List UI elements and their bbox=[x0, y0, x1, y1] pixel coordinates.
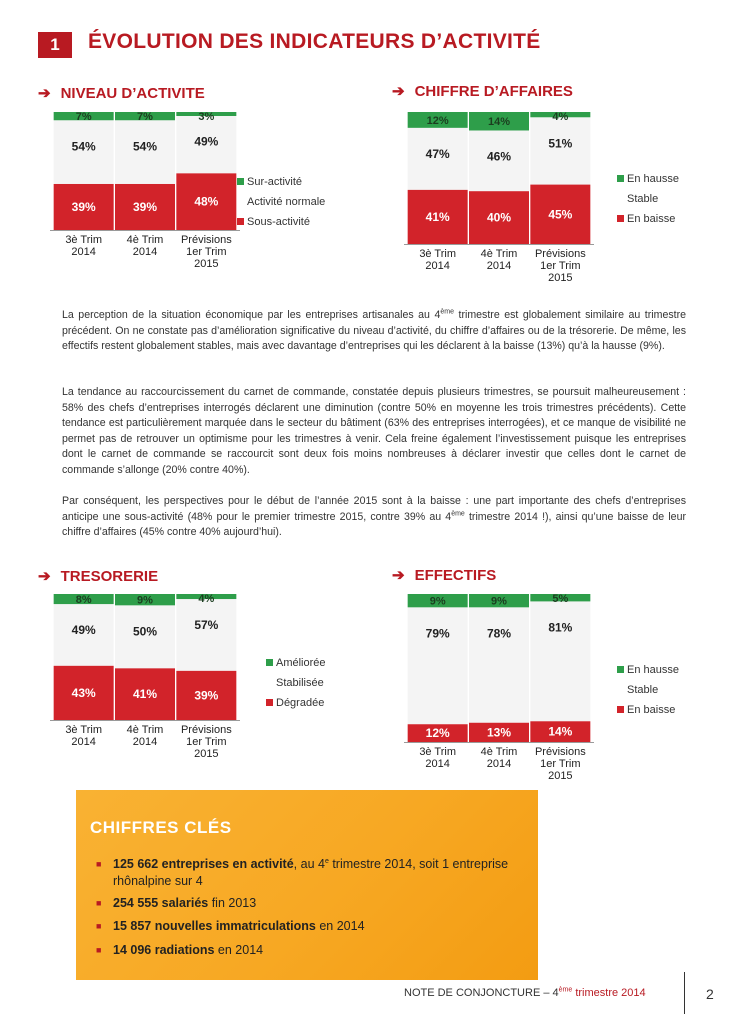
arrow-right-icon: ➔ bbox=[38, 568, 51, 585]
bar-segment-stable bbox=[469, 607, 529, 722]
data-label-baisse: 14% bbox=[548, 724, 573, 739]
data-label-stable: 54% bbox=[71, 139, 96, 154]
legend-label: Sur-activité bbox=[247, 176, 303, 188]
data-label-baisse: 39% bbox=[71, 199, 96, 214]
category-label: 1er Trim bbox=[186, 736, 227, 748]
data-label-baisse: 39% bbox=[132, 199, 158, 214]
data-label-stable: 50% bbox=[132, 624, 158, 639]
legend-swatch-red bbox=[617, 706, 624, 713]
category-label: 4è Trim bbox=[480, 746, 518, 758]
bullet-square-icon: ■ bbox=[96, 898, 102, 908]
data-label-hausse: 8% bbox=[75, 594, 92, 607]
legend-item bbox=[266, 673, 326, 693]
legend-swatch-red bbox=[266, 699, 273, 706]
bar-segment-stable bbox=[408, 607, 468, 724]
section-heading-chiffre bbox=[392, 82, 573, 100]
legend-tresorerie bbox=[266, 653, 326, 713]
data-label-hausse: 9% bbox=[137, 594, 153, 607]
data-label-stable: 57% bbox=[194, 618, 219, 633]
legend-item bbox=[237, 172, 325, 192]
category-label: 2015 bbox=[194, 258, 219, 270]
legend-item bbox=[617, 209, 679, 229]
category-label: 3è Trim bbox=[419, 746, 457, 758]
section-heading-effectifs bbox=[392, 566, 496, 584]
legend-effectifs bbox=[617, 660, 679, 720]
category-label: 4è Trim bbox=[480, 248, 518, 260]
category-label: 2014 bbox=[425, 260, 450, 272]
legend-label: En baisse bbox=[627, 704, 676, 716]
footer-label: NOTE DE CONJONCTURE – 4ème trimestre 2014 bbox=[404, 986, 646, 999]
data-label-stable: 79% bbox=[425, 626, 450, 641]
legend-item bbox=[617, 700, 679, 720]
bar-segment-stable bbox=[176, 599, 236, 671]
legend-swatch-green bbox=[266, 659, 273, 666]
category-label: 1er Trim bbox=[540, 758, 581, 770]
data-label-hausse: 3% bbox=[198, 111, 215, 123]
category-label: Prévisions bbox=[180, 234, 232, 246]
legend-label: Dégradée bbox=[276, 697, 325, 709]
legend-label: Activité normale bbox=[247, 196, 326, 208]
category-label: 4è Trim bbox=[126, 724, 164, 736]
data-label-baisse: 41% bbox=[132, 687, 158, 702]
legend-chiffre bbox=[617, 169, 679, 229]
arrow-right-icon: ➔ bbox=[392, 83, 405, 100]
arrow-right-icon: ➔ bbox=[38, 85, 51, 102]
data-label-baisse: 39% bbox=[194, 688, 219, 703]
legend-label: En hausse bbox=[627, 173, 679, 185]
data-label-stable: 49% bbox=[71, 623, 96, 638]
data-label-hausse: 4% bbox=[552, 111, 569, 123]
data-label-stable: 78% bbox=[486, 626, 512, 641]
category-label: Prévisions bbox=[534, 746, 586, 758]
legend-item bbox=[237, 192, 325, 212]
section-title: TRESORERIE bbox=[60, 568, 159, 585]
category-label: 2014 bbox=[486, 758, 512, 770]
key-figures-title: CHIFFRES CLÉS bbox=[90, 818, 232, 837]
data-label-hausse: 4% bbox=[198, 593, 215, 605]
category-label: 3è Trim bbox=[65, 234, 103, 246]
category-label: 3è Trim bbox=[419, 248, 457, 260]
bullet-square-icon: ■ bbox=[96, 921, 102, 931]
bar-segment-stable bbox=[530, 117, 590, 184]
section-title: CHIFFRE D’AFFAIRES bbox=[414, 83, 573, 100]
legend-label: Sous-activité bbox=[247, 216, 310, 228]
legend-label: Améliorée bbox=[276, 657, 326, 669]
key-figure-item: ■ 254 555 salariés fin 2013 bbox=[96, 896, 257, 910]
legend-item bbox=[617, 189, 679, 209]
data-label-hausse: 9% bbox=[491, 595, 507, 608]
category-label: 1er Trim bbox=[186, 246, 227, 258]
section-number-badge: 1 bbox=[38, 32, 72, 58]
category-label: 2014 bbox=[132, 736, 158, 748]
section-heading-niveau bbox=[38, 84, 205, 102]
bullet-square-icon: ■ bbox=[96, 945, 102, 955]
category-label: 2014 bbox=[132, 246, 158, 258]
category-label: 2015 bbox=[548, 770, 573, 782]
category-label: Prévisions bbox=[534, 248, 586, 260]
legend-swatch-green bbox=[617, 175, 624, 182]
category-label: 2014 bbox=[71, 246, 96, 258]
data-label-stable: 46% bbox=[486, 149, 512, 164]
legend-item bbox=[266, 653, 326, 673]
chart-chiffre-affaires bbox=[404, 106, 594, 296]
section-heading-tresorerie bbox=[38, 567, 158, 585]
data-label-baisse: 12% bbox=[425, 726, 450, 741]
key-figure-item: ■ 125 662 entreprises en activité, au 4e trimestre 2014, soit 1 entreprise rhônalpine sur 4 bbox=[96, 857, 509, 888]
category-label: 4è Trim bbox=[126, 234, 164, 246]
section-title: EFFECTIFS bbox=[414, 567, 497, 584]
page-number: 2 bbox=[706, 986, 714, 1002]
paragraph-perception: La perception de la situation économique par les entreprises artisanales au 4ème trimestre est globalement similaire au trimestre précédent. On ne constate pas d’amélioration significative du niveau d’activité, du chiffre d’affaires ou de la trésorerie. De même, les effectifs restent globalement stables, mais avec davantage d’entreprises qui les déclarent à la baisse (13%) qu’à la hausse (9%). bbox=[62, 308, 686, 353]
chart-effectifs bbox=[404, 590, 594, 795]
data-label-hausse: 7% bbox=[75, 111, 92, 124]
legend-swatch-green bbox=[237, 178, 244, 185]
chart-niveau-activite bbox=[50, 108, 240, 298]
paragraph-perspectives: Par conséquent, les perspectives pour le début de l’année 2015 sont à la baisse : une part importante des chefs d’entreprises anticipe une sous-activité (48% pour le premier trimestre 2015, contre 39% au 4ème trimestre 2014 !), ainsi qu’une baisse de leur chiffre d’affaires (45% contre 40% aujourd’hui). bbox=[62, 495, 686, 539]
bullet-square-icon: ■ bbox=[96, 859, 102, 869]
data-label-baisse: 43% bbox=[71, 685, 96, 700]
legend-item bbox=[617, 660, 679, 680]
category-label: 2015 bbox=[548, 272, 573, 284]
data-label-hausse: 9% bbox=[429, 595, 446, 608]
legend-label: Stable bbox=[627, 193, 659, 205]
data-label-baisse: 40% bbox=[486, 210, 512, 225]
section-title: NIVEAU D’ACTIVITE bbox=[60, 85, 205, 102]
data-label-stable: 49% bbox=[194, 134, 219, 149]
data-label-baisse: 41% bbox=[425, 209, 450, 224]
category-label: 1er Trim bbox=[540, 260, 581, 272]
data-label-stable: 47% bbox=[425, 146, 450, 161]
legend-item bbox=[237, 212, 325, 232]
category-label: 3è Trim bbox=[65, 724, 103, 736]
data-label-stable: 81% bbox=[548, 620, 573, 635]
data-label-hausse: 12% bbox=[426, 114, 449, 127]
data-label-hausse: 14% bbox=[487, 116, 511, 129]
legend-swatch-red bbox=[617, 215, 624, 222]
category-label: 2014 bbox=[71, 736, 96, 748]
data-label-baisse: 45% bbox=[548, 207, 573, 222]
legend-item bbox=[266, 693, 326, 713]
data-label-baisse: 13% bbox=[486, 725, 512, 740]
arrow-right-icon: ➔ bbox=[392, 567, 405, 584]
legend-swatch-red bbox=[237, 218, 244, 225]
category-label: Prévisions bbox=[180, 724, 232, 736]
legend-swatch-green bbox=[617, 666, 624, 673]
key-figure-item: ■ 14 096 radiations en 2014 bbox=[96, 943, 264, 957]
data-label-hausse: 5% bbox=[552, 593, 569, 605]
bar-segment-stable bbox=[530, 601, 590, 721]
data-label-hausse: 7% bbox=[137, 111, 153, 124]
data-label-baisse: 48% bbox=[194, 194, 219, 209]
legend-label: En hausse bbox=[627, 664, 679, 676]
page-title: ÉVOLUTION DES INDICATEURS D’ACTIVITÉ bbox=[88, 30, 541, 53]
legend-label: Stable bbox=[627, 684, 659, 696]
category-label: 2014 bbox=[486, 260, 512, 272]
legend-label: En baisse bbox=[627, 213, 676, 225]
legend-label: Stabilisée bbox=[276, 677, 324, 689]
data-label-stable: 54% bbox=[132, 139, 158, 154]
data-label-stable: 51% bbox=[548, 136, 573, 151]
legend-item bbox=[617, 680, 679, 700]
paragraph-carnet-commande: La tendance au raccourcissement du carnet de commande, constatée depuis plusieurs trimestres, se poursuit malheureusement : 58% des chefs d’entreprises interrogés déclarent une diminution (contre 50% en moyenne les trois trimestres précédents). Cette tendance est particulièrement marquée dans le secteur du bâtiment (63% des entreprises interrogées), et ce manque de visibilité ne permet pas de retrouver un optimisme pour les trimestres à venir. Cela freine également l’investissement puisque les entreprises dont le carnet de commande se raccourcit sont deux fois moins nombreuses à déclarer investir que celles dont le carnet de commande s’allonge (20% contre 40%). bbox=[62, 386, 686, 476]
key-figure-item: ■ 15 857 nouvelles immatriculations en 2014 bbox=[96, 919, 365, 933]
category-label: 2014 bbox=[425, 758, 450, 770]
legend-item bbox=[617, 169, 679, 189]
chart-tresorerie bbox=[50, 590, 240, 780]
category-label: 2015 bbox=[194, 748, 219, 760]
legend-niveau bbox=[237, 172, 325, 232]
footer-divider bbox=[684, 972, 685, 1014]
